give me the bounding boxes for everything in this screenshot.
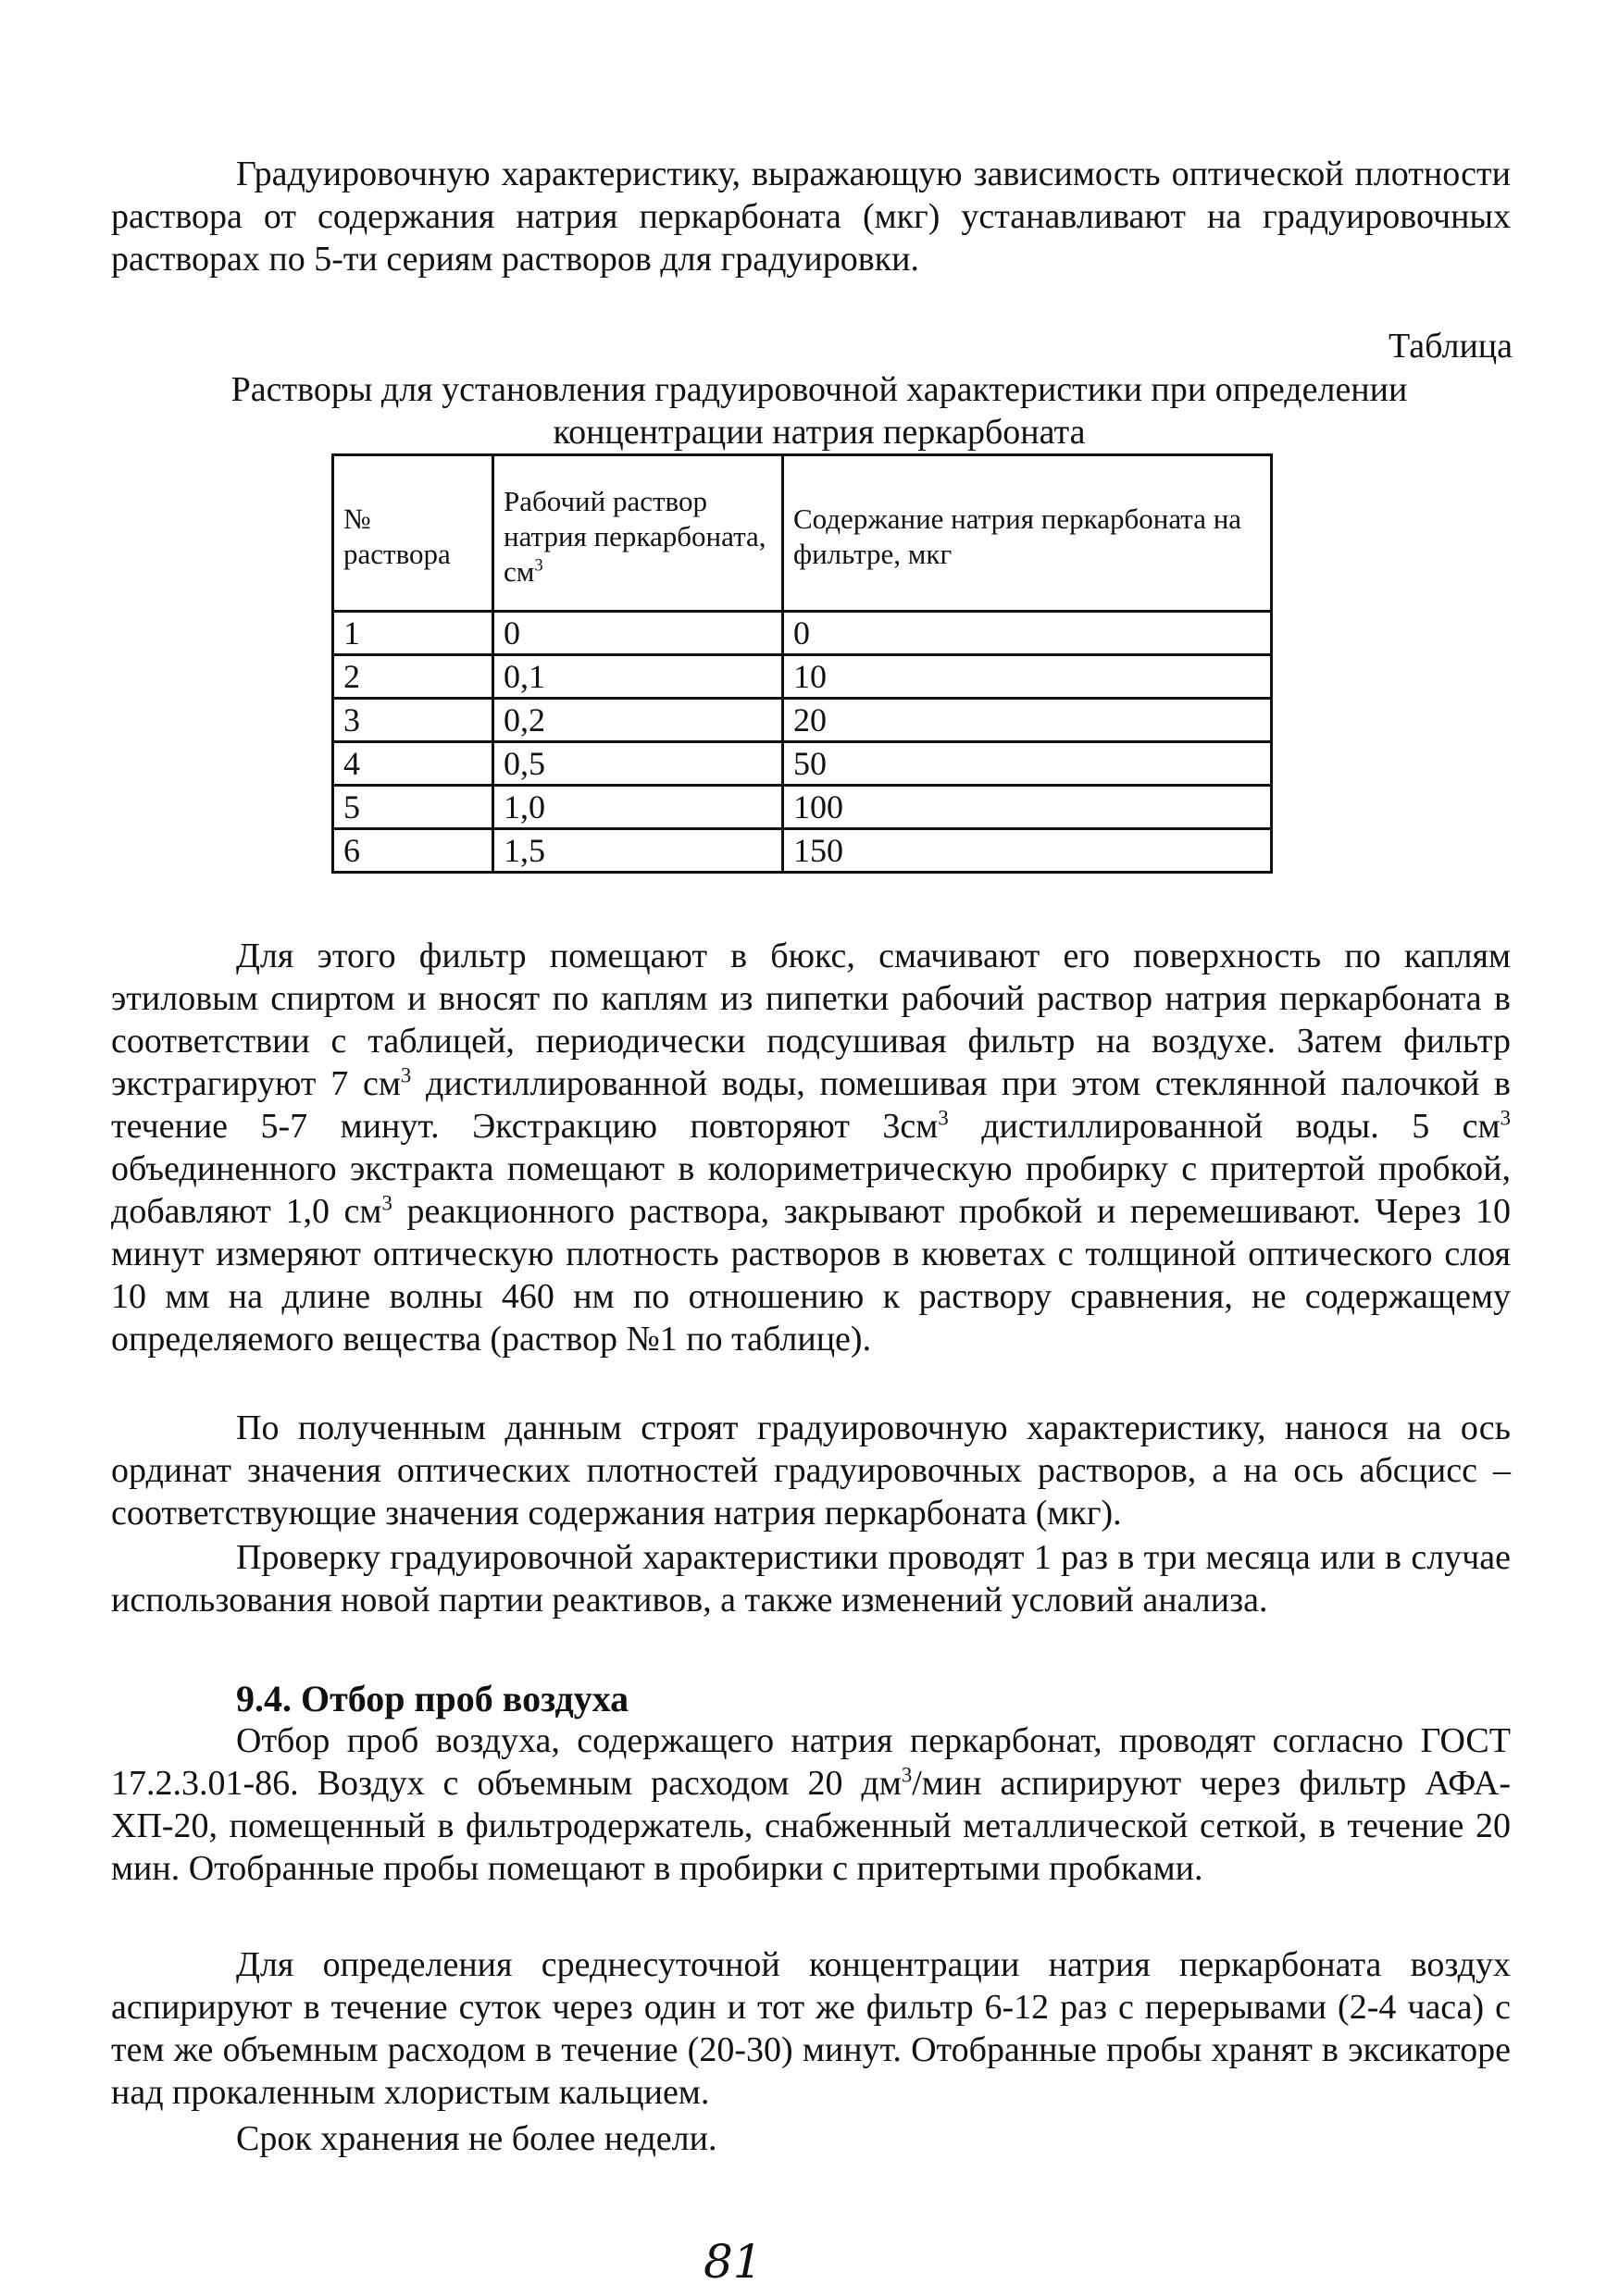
table-title: Растворы для установления градуировочной характеристики при определении концентрации натрия перкарбоната [230, 370, 1408, 452]
intro-paragraph: Градуировочную характеристику, выражающую зависимость оптической плотности раствора от содержания натрия перкарбоната (мкг) устанавливают на градуировочных растворах по 5-ти сериям растворов для градуировки. [111, 155, 1511, 279]
sampling-paragraph: Отбор проб воздуха, содержащего натрия перкарбонат, проводят согласно ГОСТ 17.2.3.01-86. Воздух с объемным расходом 20 $дм^3$/мин аспирируют через фильтр АФА-ХП-20, помещенный в фильтродержатель, снабженный металлической сеткой, в течение 20 мин. Отобранные пробы помещают в пробирки с притертыми пробками. [111, 1721, 1511, 1888]
table-row [333, 699, 1272, 742]
cell-content: 20 [783, 699, 1272, 742]
cell-volume: 0 [493, 612, 783, 655]
cell-volume: 0,5 [493, 742, 783, 786]
header-solution-number: № раствора [333, 455, 493, 612]
cell-number: 1 [333, 612, 493, 655]
storage-paragraph: Срок хранения не более недели. [236, 2119, 717, 2158]
table-row [333, 786, 1272, 829]
table-row [333, 829, 1272, 873]
table-header-row [333, 455, 1272, 612]
cell-number: 3 [333, 699, 493, 742]
section-title: 9.4. Отбор проб воздуха [236, 1678, 629, 1719]
cell-number: 2 [333, 655, 493, 699]
cell-volume: 0,2 [493, 699, 783, 742]
cell-content: 150 [783, 829, 1272, 873]
header-content-on-filter: Содержание натрия перкарбоната на фильтре, мкг [783, 455, 1272, 612]
cell-volume: 1,5 [493, 829, 783, 873]
table-row [333, 612, 1272, 655]
cell-content: 10 [783, 655, 1272, 699]
cell-number: 4 [333, 742, 493, 786]
cell-content: 50 [783, 742, 1272, 786]
check-paragraph: Проверку градуировочной характеристики проводят 1 раз в три месяца или в случае использования новой партии реактивов, а также изменений условий анализа. [111, 1538, 1511, 1620]
cell-content: 0 [783, 612, 1272, 655]
procedure-paragraph: Для этого фильтр помещают в бюкс, смачивают его поверхность по каплям этиловым спиртом и вносят по каплям из пипетки рабочий раствор натрия перкарбоната в соответствии с таблицей, периодически подсушивая фильтр на воздухе. Затем фильтр экстрагируют 7 $см^3$ дистиллированной воды, помешивая при этом стеклянной палочкой в течение 5-7 минут. Экстракцию повторяют $3см^3$ дистиллированной воды. 5 $см^3$ объединенного экстракта помещают в колориметрическую пробирку с притертой пробкой, добавляют 1,0 $см^3$ реакционного раствора, закрывают пробкой и перемешивают. Через 10 минут измеряют оптическую плотность растворов в кюветах с толщиной оптического слоя 10 мм на длине волны 460 нм по отношению к раствору сравнения, не содержащему определяемого вещества (раствор №1 по таблице). [111, 937, 1511, 1359]
cell-volume: 0,1 [493, 655, 783, 699]
cell-number: 6 [333, 829, 493, 873]
cell-volume: 1,0 [493, 786, 783, 829]
table-row [333, 742, 1272, 786]
table-label: Таблица [1388, 327, 1513, 366]
header-working-solution: Рабочий раствор натрия перкарбоната, $см^3$ [493, 455, 783, 612]
cell-content: 100 [783, 786, 1272, 829]
table-row [333, 655, 1272, 699]
build-paragraph: По полученным данным строят градуировочную характеристику, нанося на ось ординат значения оптических плотностей градуировочных растворов, а на ось абсцисс – соответствующие значения содержания натрия перкарбоната (мкг). [111, 1409, 1511, 1533]
daily-sampling-paragraph: Для определения среднесуточной концентрации натрия перкарбоната воздух аспирируют в течение суток через один и тот же фильтр 6-12 раз с перерывами (2-4 часа) с тем же объемным расходом в течение (20-30) минут. Отобранные пробы хранят в эксикаторе над прокаленным хлористым кальцием. [111, 1945, 1511, 2112]
calibration-table [331, 453, 1273, 874]
page-number: 81 [704, 2235, 763, 2289]
cell-number: 5 [333, 786, 493, 829]
